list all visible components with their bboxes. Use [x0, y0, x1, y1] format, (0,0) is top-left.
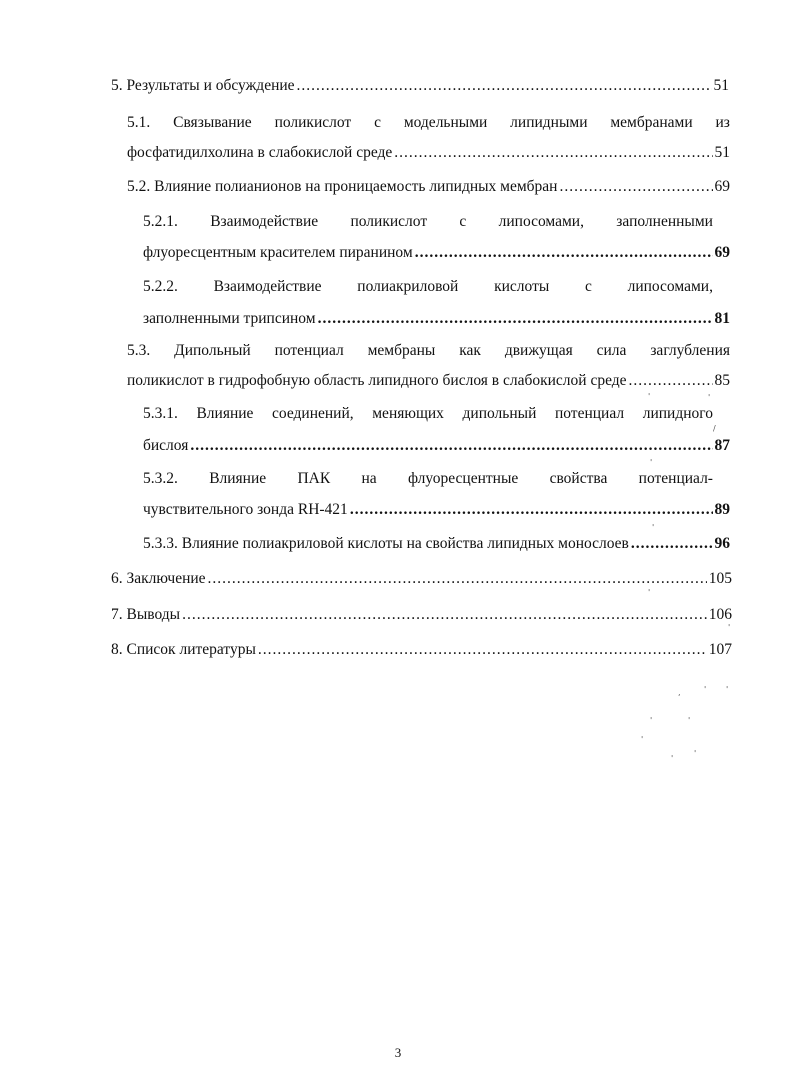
toc-page-number: 51 [714, 144, 730, 161]
toc-title: 8. Список литературы [111, 641, 256, 658]
toc-title-line-2 [143, 500, 730, 520]
word: соединений, [272, 405, 354, 422]
toc-title-line-2 [143, 436, 730, 456]
word: Влияние [196, 405, 254, 422]
dot-leader [350, 500, 713, 520]
toc-page-number: 107 [708, 641, 732, 658]
toc-title-line-2 [143, 243, 730, 263]
word: с [584, 278, 592, 295]
toc-page-number: 105 [708, 570, 732, 587]
word: липосомами, [627, 278, 713, 295]
toc-entry-7 [111, 605, 732, 625]
word: заглубления [650, 342, 730, 359]
toc-title-line-1 [143, 469, 713, 489]
word: флуоресцентные [408, 470, 519, 487]
toc-title-line-1 [143, 212, 713, 232]
toc-entry-5-3-3 [143, 534, 730, 554]
toc-title: заполненными трипсином [143, 310, 316, 327]
toc-page-number: 85 [714, 372, 730, 389]
word: из [715, 114, 730, 131]
toc-page-number: 87 [714, 437, 730, 454]
toc-title-line-2 [127, 371, 730, 391]
word: Влияние [209, 470, 267, 487]
word: 5.3.1. [143, 405, 178, 422]
toc-page-number: 81 [714, 310, 730, 327]
word: с [374, 114, 381, 131]
toc-title-line-1 [127, 113, 730, 133]
word: 5.1. [127, 114, 151, 131]
toc-entry-6 [111, 569, 732, 589]
toc-title: поликислот в гидрофобную область липидного бислоя в слабокислой среде [127, 372, 627, 389]
dot-leader [559, 177, 712, 197]
word: 5.3.2. [143, 470, 178, 487]
word: свойства [549, 470, 608, 487]
dot-leader [318, 309, 713, 329]
word: кислоты [494, 278, 550, 295]
toc-entry-5-3 [127, 341, 730, 391]
word: меняющих [372, 405, 444, 422]
dot-leader [631, 534, 713, 554]
word: как [459, 342, 481, 359]
word: 5.3. [127, 342, 151, 359]
toc-title-line-1 [143, 404, 713, 424]
toc-title: фосфатидилхолина в слабокислой среде [127, 144, 393, 161]
toc-title: 6. Заключение [111, 570, 206, 587]
word: дипольный [462, 405, 537, 422]
word: 5.2.2. [143, 278, 178, 295]
toc-page-number: 51 [713, 77, 729, 94]
toc-page-number: 96 [714, 535, 730, 552]
word: 5.2.1. [143, 213, 178, 230]
toc-title-line-2 [127, 143, 730, 163]
toc-title-line-1 [143, 277, 713, 297]
toc-title: 7. Выводы [111, 606, 181, 623]
toc-entry-5-2-2 [143, 277, 730, 329]
dot-leader [190, 436, 712, 456]
toc-title-line-2 [143, 309, 730, 329]
dot-leader [182, 605, 707, 625]
dot-leader [629, 371, 713, 391]
page-number: 3 [394, 1045, 402, 1060]
toc-title: флуоресцентным красителем пиранином [143, 244, 413, 261]
toc-title: бислоя [143, 437, 189, 454]
word: мембранами [610, 114, 693, 131]
word: Взаимодействие [213, 278, 322, 295]
word: движущая [504, 342, 573, 359]
toc-page-number: 69 [714, 244, 730, 261]
toc-entry-8 [111, 640, 732, 660]
word: липидного [642, 405, 713, 422]
word: потенциал [554, 405, 625, 422]
toc-page-number: 106 [708, 606, 732, 623]
dot-leader [258, 640, 707, 660]
word: Взаимодействие [210, 213, 319, 230]
toc-entry-5-1 [127, 113, 730, 163]
toc-entry-5-2 [127, 177, 730, 197]
document-page: 5. Результаты и обсуждение ..... 51 5.1. Связывание поликислот с модельными липидными мембранами из фосфатидилхолина в слабокислой среде ..... 51 5.2. Влияние полианионов на проницаемость липидных мембран ..... 69 5.2.1. Взаимодействие поликислот с липосомами, заполненными флуоресцентным красителем пиранином ..... 69 5.2.2. Взаимодействие полиакриловой кислоты с липосомами, заполненными трипсином ..... 81 5.3. Дипольный потенциал мембраны как движущая сила заглубления поликислот в гидрофобную область липидного бислоя в слабокислой среде ..... 85 5.3.1. Влияние соединений, меняющих дипольный потенциал липидного бислоя ..... 87 5.3.2. Влияние ПАК на флуоресцентные свойства потенциал- чувствительного зонда RH-421 ..... 89 5.3.3. Влияние полиакриловой кислоты на свойства липидных монослоев ..... 96 6. Заключение ..... 105 7. Выводы ..... 106 8. Список литературы ..... 107 ' ' / ' ' ' ' , ' ' ' ' ' ' ' 3 [0, 0, 796, 1088]
toc-title: чувствительного зонда RH-421 [143, 501, 348, 518]
word: поликислот [274, 114, 352, 131]
toc-title: 5. Результаты и обсуждение [111, 77, 295, 94]
word: Дипольный [174, 342, 251, 359]
toc-entry-5 [111, 76, 729, 96]
word: на [361, 470, 377, 487]
toc-entry-5-2-1 [143, 212, 730, 263]
word: модельными [403, 114, 488, 131]
toc-entry-5-3-1 [143, 404, 730, 456]
word: поликислот [350, 213, 428, 230]
word: с [459, 213, 467, 230]
word: сила [596, 342, 627, 359]
word: потенциал- [638, 470, 713, 487]
word: заполненными [616, 213, 713, 230]
dot-leader [415, 243, 713, 263]
dot-leader [208, 569, 707, 589]
word: ПАК [297, 470, 331, 487]
toc-title: 5.2. Влияние полианионов на проницаемость липидных мембран [127, 178, 558, 195]
word: липосомами, [498, 213, 584, 230]
toc-title-line-1 [127, 341, 730, 361]
toc-page-number: 69 [714, 178, 730, 195]
toc-entry-5-3-2 [143, 469, 730, 520]
toc-page-number: 89 [714, 501, 730, 518]
word: мембраны [367, 342, 436, 359]
word: Связывание [173, 114, 252, 131]
word: потенциал [274, 342, 344, 359]
toc-title: 5.3.3. Влияние полиакриловой кислоты на свойства липидных монослоев [143, 535, 629, 552]
word: полиакриловой [357, 278, 459, 295]
dot-leader [394, 143, 712, 163]
word: липидными [510, 114, 588, 131]
dot-leader [297, 76, 712, 96]
